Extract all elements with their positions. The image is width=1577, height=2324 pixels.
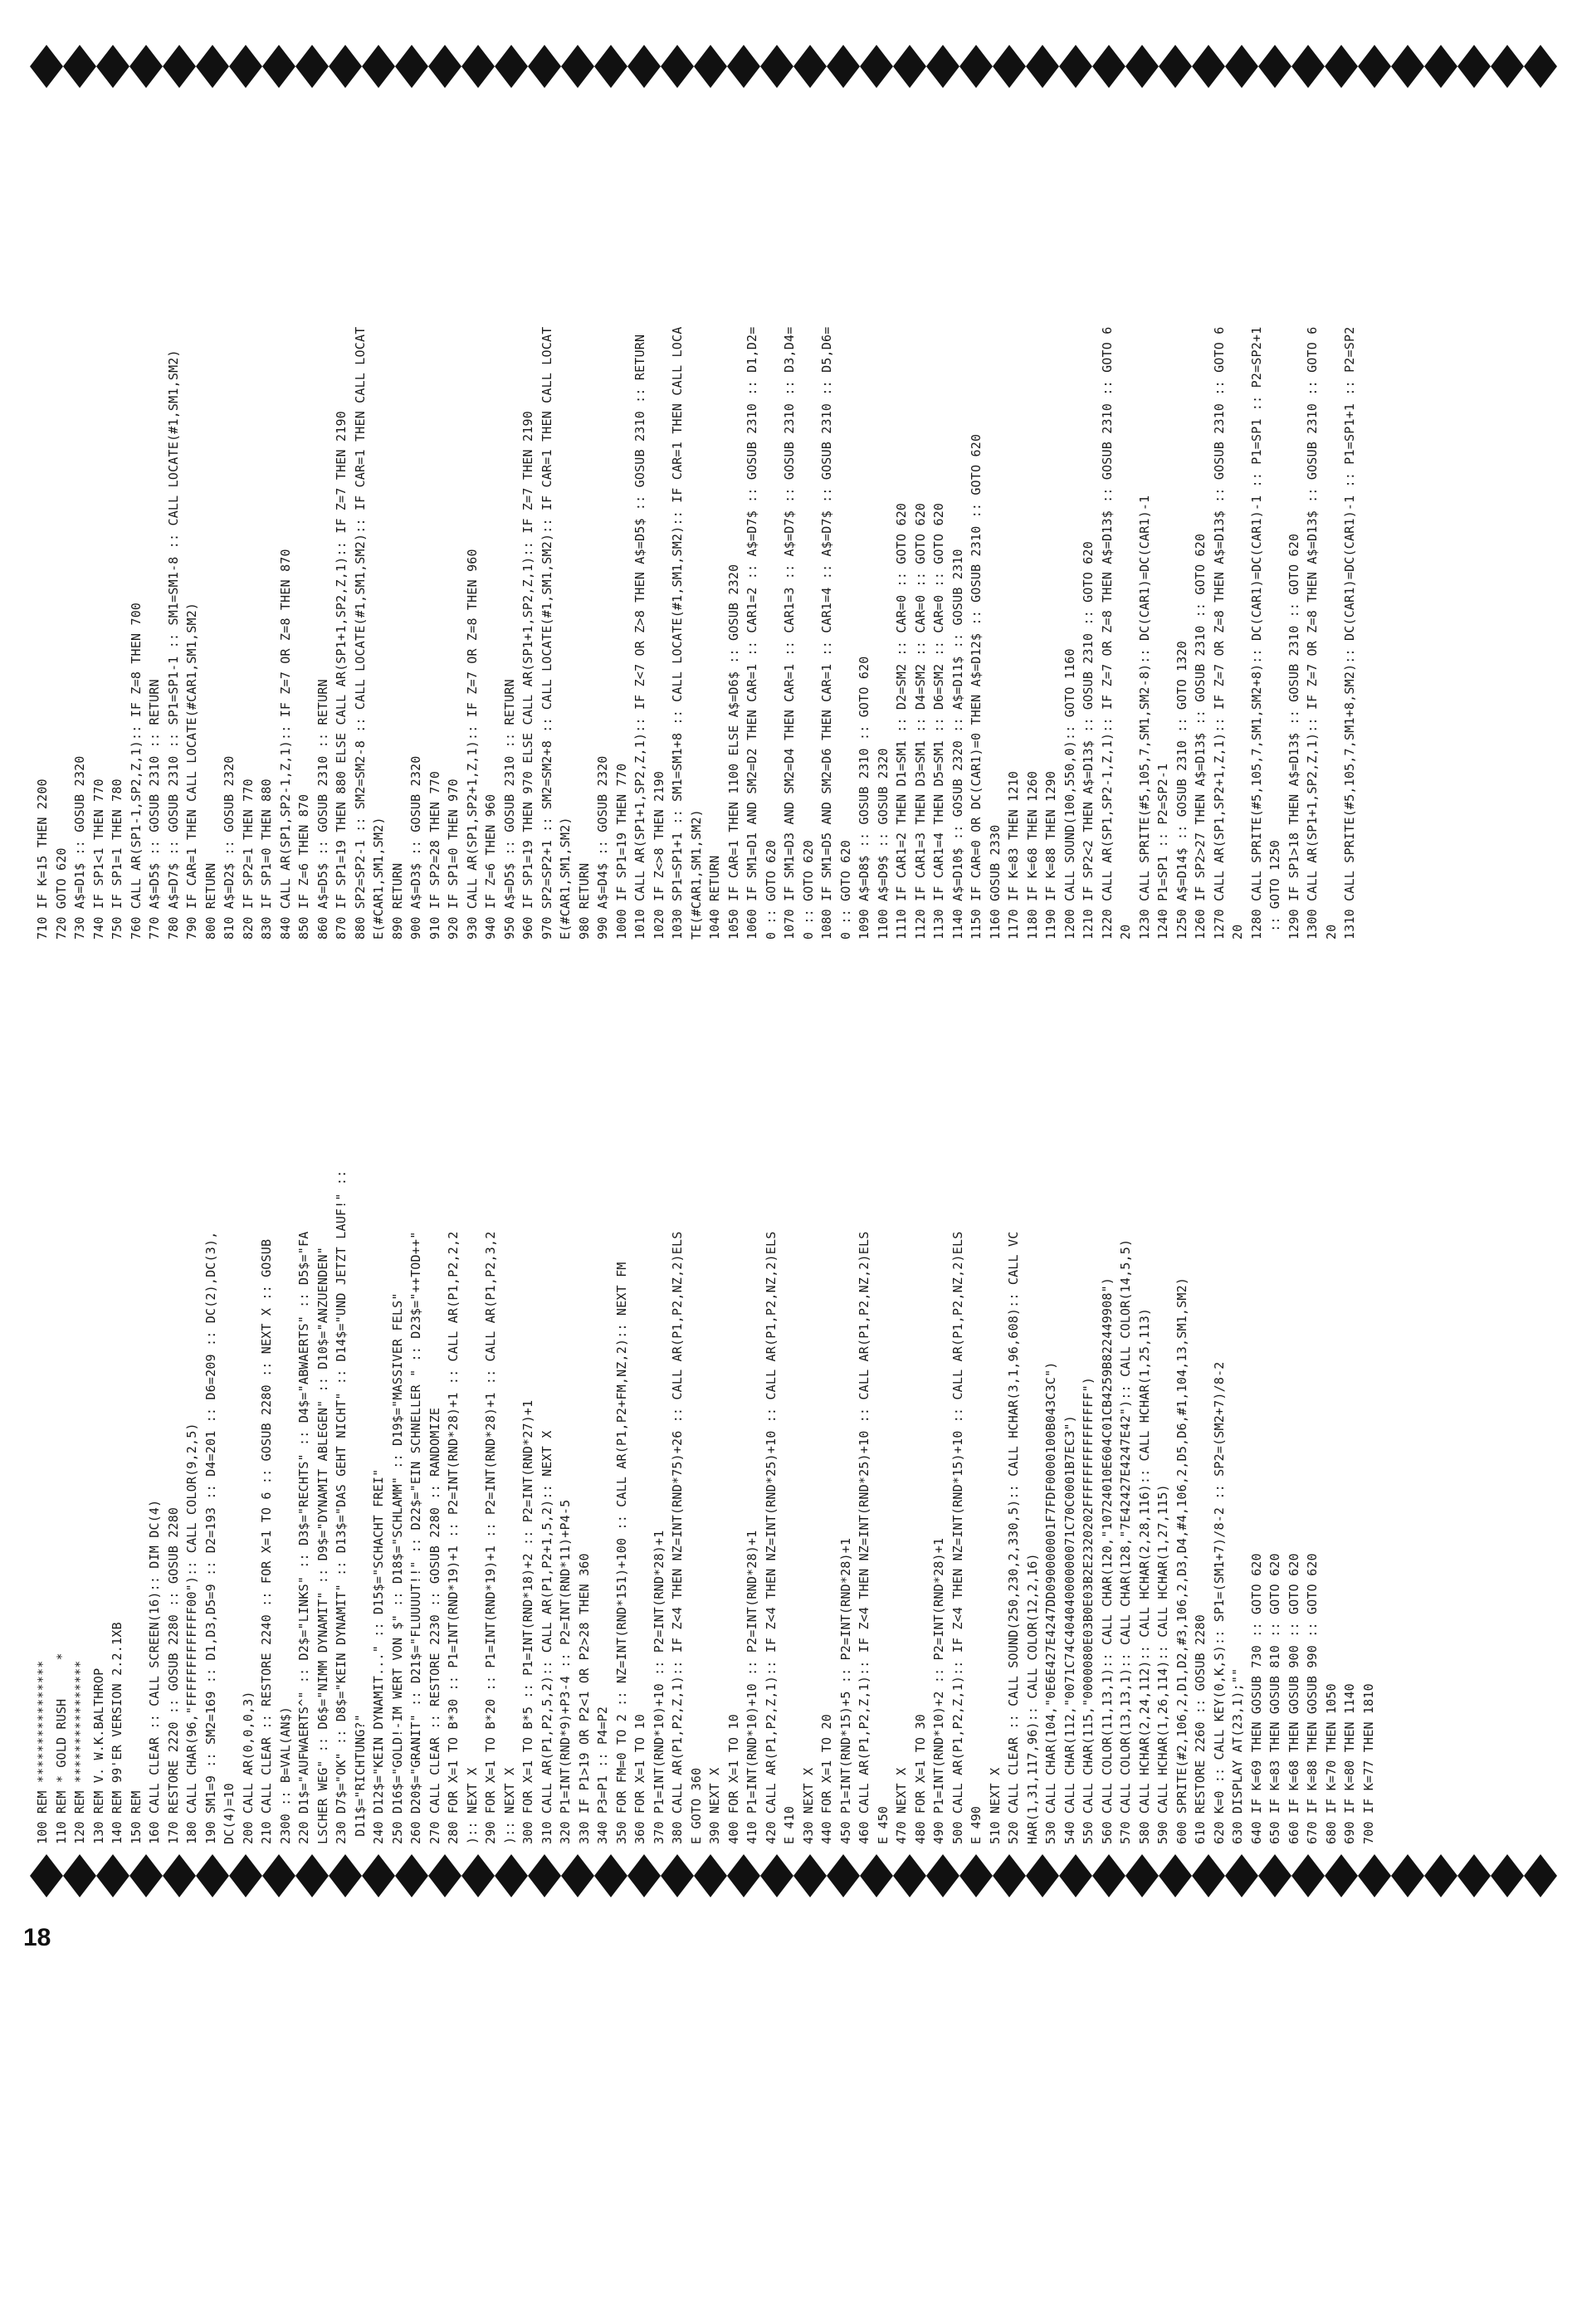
- diamond-shape: [561, 1854, 594, 1897]
- code-line: 1230 CALL SPRITE(#5,105,7,SM1,SM2-8):: DC(CAR1)=DC(CAR1)-1: [1136, 495, 1152, 940]
- listing-column-right: [33, 60, 1360, 940]
- code-line: 130 REM V. W.K.BALTHROP: [90, 1667, 106, 1844]
- code-line: 0 :: GOTO 620: [837, 840, 853, 940]
- code-line: 140 REM 99'ER VERSION 2.2.1XB: [110, 1622, 124, 1844]
- code-line: E 490: [969, 1805, 984, 1844]
- code-line: 150 REM: [128, 1790, 144, 1844]
- code-line: 760 CALL AR(SP1-1,SP2,Z,1):: IF Z=8 THEN 700: [128, 602, 144, 940]
- code-line: 900 A$=D3$ :: GOSUB 2320: [408, 755, 423, 940]
- code-line: 910 IF SP2=28 THEN 770: [427, 770, 442, 940]
- code-line: 1170 IF K=83 THEN 1210: [1006, 770, 1021, 940]
- code-line: 170 RESTORE 2220 :: GOSUB 2280 :: GOSUB 2280: [165, 1506, 181, 1844]
- code-line: 1270 CALL AR(SP1,SP2+1,Z,1):: IF Z=7 OR Z=8 THEN A$=D13$ :: GOSUB 2310 :: GOTO 6: [1211, 326, 1227, 940]
- diamond-shape: [1092, 1854, 1125, 1897]
- code-line: 120 REM ****************: [72, 1660, 87, 1844]
- bottom-diamond-border: [0, 1851, 1577, 1901]
- code-line: 610 RESTORE 2260 :: GOSUB 2280: [1193, 1614, 1208, 1844]
- code-line: 410 P1=INT(RND*10)+10 :: P2=INT(RND*28)+1: [745, 1530, 759, 1844]
- diamond-shape: [428, 1854, 461, 1897]
- code-line: 370 P1=INT(RND*10)+10 :: P2=INT(RND*28)+1: [651, 1530, 666, 1844]
- code-line: 550 CALL CHAR(115,"0000080E03B0E03B2E2320202FFFFFFFFFFFFFFF"): [1081, 1376, 1096, 1844]
- code-line: 670 IF K=88 THEN GOSUB 990 :: GOTO 620: [1305, 1553, 1320, 1844]
- diamond-shape: [1125, 1854, 1159, 1897]
- code-line: 180 CALL CHAR(96,"FFFFFFFFFFFFF00"):: CALL COLOR(9,2,5): [184, 1423, 199, 1844]
- code-line: 440 FOR X=1 TO 20: [819, 1714, 834, 1844]
- code-line: 310 CALL AR(P1,P2,5,2):: CALL AR(P1,P2+1,5,2):: NEXT X: [539, 1430, 554, 1844]
- code-line: 0 :: GOTO 620: [763, 840, 779, 940]
- code-line: 680 IF K=70 THEN 1050: [1323, 1683, 1339, 1844]
- code-line: 660 IF K=68 THEN GOSUB 900 :: GOTO 620: [1286, 1553, 1301, 1844]
- code-line: 770 A$=D5$ :: GOSUB 2310 :: RETURN: [147, 679, 162, 940]
- code-line: 710 IF K=15 THEN 2200: [35, 779, 50, 940]
- code-line: 1210 IF SP2<2 THEN A$=D13$ :: GOSUB 2310 :: GOTO 620: [1081, 541, 1096, 940]
- code-line: 430 NEXT X: [800, 1767, 816, 1844]
- diamond-shape: [461, 1854, 495, 1897]
- diamond-shape: [362, 1854, 395, 1897]
- code-line: 600 SPRITE(#2,106,2,D1,D2,#3,106,2,D3,D4,#4,106,2,D5,D6,#1,104,13,SM1,SM2): [1174, 1277, 1189, 1844]
- diamond-shape: [793, 1854, 827, 1897]
- diamond-shape: [1524, 1854, 1557, 1897]
- code-line: TE(#CAR1,SM1,SM2): [688, 809, 704, 940]
- code-line: 0 :: GOTO 620: [800, 840, 816, 940]
- code-line: 720 GOTO 620: [53, 847, 69, 940]
- diamond-shape: [229, 1854, 262, 1897]
- code-line: 1000 IF SP1=19 THEN 770: [613, 763, 629, 940]
- code-line: 630 DISPLAY AT(23,1);"": [1230, 1667, 1245, 1844]
- code-line: 930 CALL AR(SP1,SP2+1,Z,1):: IF Z=7 OR Z=8 THEN 960: [464, 549, 480, 940]
- code-line: 380 CALL AR(P1,P2,Z,1):: IF Z<4 THEN NZ=INT(RND*75)+26 :: CALL AR(P1,P2,NZ,2)ELS: [670, 1231, 685, 1844]
- code-line: 1020 IF Z<>8 THEN 2190: [651, 770, 666, 940]
- code-line: 1150 IF CAR=0 OR DC(CAR1)=0 THEN A$=D12$ :: GOSUB 2310 :: GOTO 620: [969, 433, 984, 940]
- diamond-shape: [1258, 1854, 1291, 1897]
- code-line: 400 FOR X=1 TO 10: [725, 1714, 741, 1844]
- diamond-shape: [1026, 1854, 1059, 1897]
- code-line: 950 A$=D5$ :: GOSUB 2310 :: RETURN: [501, 679, 517, 940]
- code-line: 520 CALL CLEAR :: CALL SOUND(250,230,2,330,5):: CALL HCHAR(3,1,96,608):: CALL VC: [1006, 1231, 1021, 1844]
- code-line: 1030 SP1=SP1+1 :: SM1=SM1+8 :: CALL LOCATE(#1,SM1,SM2):: IF CAR=1 THEN CALL LOCA: [670, 326, 685, 940]
- code-line: 1310 CALL SPRITE(#5,105,7,SM1+8,SM2):: DC(CAR1)=DC(CAR1)-1 :: P1=SP1+1 :: P2=SP2: [1342, 326, 1357, 940]
- diamond-shape: [860, 1854, 893, 1897]
- code-line: 1140 A$=D10$ :: GOSUB 2320 :: A$=D11$ :: GOSUB 2310: [950, 549, 965, 940]
- code-line: 780 A$=D7$ :: GOSUB 2310 :: SP1=SP1-1 :: SM1=SM1-8 :: CALL LOCATE(#1,SM1,SM2): [165, 349, 181, 940]
- code-line: 1040 RETURN: [707, 855, 722, 940]
- diamond-shape: [1358, 1854, 1391, 1897]
- diamond-shape: [760, 1854, 793, 1897]
- code-line: 490 P1=INT(RND*10)+2 :: P2=INT(RND*28)+1: [931, 1537, 946, 1844]
- diamond-row: [0, 1851, 1577, 1901]
- code-line: 1240 P1=SP1 :: P2=SP2-1: [1155, 763, 1170, 940]
- code-line: 1070 IF SM1=D3 AND SM2=D4 THEN CAR=1 :: CAR1=3 :: A$=D7$ :: GOSUB 2310 :: D3,D4=: [782, 326, 797, 940]
- code-line: 820 IF SP2=1 THEN 770: [240, 779, 256, 940]
- code-line: 1050 IF CAR=1 THEN 1100 ELSE A$=D6$ :: GOSUB 2320: [725, 564, 741, 940]
- code-line: 2300 :: B=VAL(AN$): [277, 1706, 293, 1844]
- code-line: 220 D1$="AUFWAERTS^" :: D2$="LINKS" :: D3$="RECHTS" :: D4$="ABWAERTS" :: D5$="FA: [296, 1231, 311, 1844]
- code-line: 790 IF CAR=1 THEN CALL LOCATE(#CAR1,SM1,SM2): [184, 602, 199, 940]
- code-line: 850 IF Z=6 THEN 870: [296, 793, 311, 940]
- code-line: 260 D20$="GRANIT" :: D21$="FLUUUUT!!" :: D22$="EIN SCHNELLER " :: D23$="++TOD++": [408, 1231, 423, 1844]
- diamond-shape: [1192, 1854, 1225, 1897]
- code-line: 1180 IF K=68 THEN 1260: [1024, 770, 1040, 940]
- code-line: 1260 IF SP2>27 THEN A$=D13$ :: GOSUB 2310 :: GOTO 620: [1193, 533, 1208, 940]
- code-line: 320 P1=INT(RND*9)+P3-4 :: P2=INT(RND*11)+P4-5: [558, 1499, 573, 1844]
- diamond-shape: [1424, 1854, 1457, 1897]
- code-line: 330 IF P1>19 OR P2<1 OR P2>28 THEN 360: [576, 1553, 592, 1844]
- diamond-shape: [96, 1854, 129, 1897]
- code-line: 360 FOR X=1 TO 10: [632, 1714, 647, 1844]
- code-line: 510 NEXT X: [987, 1767, 1003, 1844]
- code-line: 870 IF SP1=19 THEN 880 ELSE CALL AR(SP1+1,SP2,Z,1):: IF Z=7 THEN 2190: [334, 411, 349, 940]
- code-line: 830 IF SP1=0 THEN 880: [259, 779, 274, 940]
- code-line: 20: [1230, 924, 1245, 940]
- code-line: 450 P1=INT(RND*15)+5 :: P2=INT(RND*28)+1: [837, 1537, 853, 1844]
- code-line: E 450: [875, 1805, 891, 1844]
- code-line: E(#CAR1,SM1,SM2): [371, 817, 386, 940]
- code-line: ):: NEXT X: [464, 1767, 480, 1844]
- code-line: 650 IF K=83 THEN GOSUB 810 :: GOTO 620: [1267, 1553, 1282, 1844]
- code-line: 530 CALL CHAR(104,"0E6E427E4247DD090000001F7FDF0000100B043C3C"): [1043, 1361, 1058, 1844]
- code-line: 960 IF SP1=19 THEN 970 ELSE CALL AR(SP1+1,SP2,Z,1):: IF Z=7 THEN 2190: [520, 411, 535, 940]
- diamond-shape: [694, 1854, 727, 1897]
- code-line: 970 SP2=SP2+1 :: SM2=SM2+8 :: CALL LOCATE(#1,SM1,SM2):: IF CAR=1 THEN CALL LOCAT: [539, 326, 554, 940]
- code-line: :: GOTO 1250: [1267, 840, 1282, 940]
- code-line: 1130 IF CAR1=4 THEN D5=SM1 :: D6=SM2 :: CAR=0 :: GOTO 620: [931, 502, 946, 940]
- diamond-shape: [1059, 1854, 1092, 1897]
- code-line: 200 CALL AR(0,0,0,3): [240, 1691, 256, 1844]
- diamond-shape: [262, 1854, 295, 1897]
- code-line: 1190 IF K=88 THEN 1290: [1043, 770, 1058, 940]
- diamond-shape: [495, 1854, 528, 1897]
- diamond-shape: [63, 1854, 96, 1897]
- page-number: 18: [23, 1924, 51, 1951]
- code-line: 390 NEXT X: [707, 1767, 722, 1844]
- code-line: 1290 IF SP1>18 THEN A$=D13$ :: GOSUB 2310 :: GOTO 620: [1286, 533, 1301, 940]
- code-line: 620 K=0 :: CALL KEY(0,K,S):: SP1=(SM1+7)/8-2 :: SP2=(SM2+7)/8-2: [1211, 1361, 1227, 1844]
- diamond-shape: [129, 1854, 163, 1897]
- code-line: 990 A$=D4$ :: GOSUB 2320: [595, 755, 610, 940]
- code-line: 290 FOR X=1 TO B*20 :: P1=INT(RND*19)+1 :: P2=INT(RND*28)+1 :: CALL AR(P1,P2,3,2: [483, 1231, 498, 1844]
- code-line: 1060 IF SM1=D1 AND SM2=D2 THEN CAR=1 :: CAR1=2 :: A$=D7$ :: GOSUB 2310 :: D1,D2=: [745, 326, 759, 940]
- listing-rotated: [33, 51, 1486, 1844]
- code-line: 20: [1323, 924, 1339, 940]
- diamond-shape: [295, 1854, 329, 1897]
- code-line: 1100 A$=D9$ :: GOSUB 2320: [875, 748, 891, 940]
- diamond-shape: [827, 1854, 860, 1897]
- code-line: 570 CALL COLOR(13,13,1):: CALL CHAR(128,"7E42427E4247E42"):: CALL COLOR(14,5,5): [1118, 1238, 1133, 1844]
- code-line: 890 RETURN: [389, 862, 405, 940]
- code-line: 740 IF SP1<1 THEN 770: [90, 779, 106, 940]
- code-line: 1220 CALL AR(SP1,SP2-1,Z,1):: IF Z=7 OR Z=8 THEN A$=D13$ :: GOSUB 2310 :: GOTO 6: [1099, 326, 1115, 940]
- code-line: D11$="RICHTUNG?": [352, 1714, 368, 1844]
- code-line: 880 SP2=SP2-1 :: SM2=SM2-8 :: CALL LOCATE(#1,SM1,SM2):: IF CAR=1 THEN CALL LOCAT: [352, 326, 368, 940]
- code-line: 580 CALL HCHAR(2,24,112):: CALL HCHAR(2,28,116):: CALL HCHAR(1,25,113): [1136, 1307, 1152, 1844]
- diamond-shape: [329, 1854, 362, 1897]
- code-line: 1110 IF CAR1=2 THEN D1=SM1 :: D2=SM2 :: CAR=0 :: GOTO 620: [894, 502, 909, 940]
- listing-column-left: [33, 956, 1378, 1844]
- code-line: LSCHER WEG" :: D6$="NIMM DYNAMIT" :: D9$="DYNAMIT ABLEGEN" :: D10$="ANZUENDEN": [315, 1247, 330, 1844]
- code-line: 250 D16$="GOLD!-IM WERT VON $" :: D18$="SCHLAMM" :: D19$="MASSIVER FELS": [389, 1292, 405, 1844]
- code-line: 1160 GOSUB 2330: [987, 824, 1003, 940]
- code-line: 240 D12$="KEIN DYNAMIT..." :: D15$="SCHACHT FREI": [371, 1468, 386, 1844]
- code-line: 470 NEXT X: [894, 1767, 909, 1844]
- diamond-shape: [1225, 1854, 1258, 1897]
- code-line: 840 CALL AR(SP1,SP2-1,Z,1):: IF Z=7 OR Z=8 THEN 870: [277, 549, 293, 940]
- diamond-shape: [727, 1854, 760, 1897]
- code-line: 750 IF SP1=1 THEN 780: [110, 779, 124, 940]
- code-line: DC(4)=10: [222, 1783, 237, 1844]
- code-line: 20: [1118, 924, 1133, 940]
- code-line: 460 CALL AR(P1,P2,Z,1):: IF Z<4 THEN NZ=INT(RND*25)+10 :: CALL AR(P1,P2,NZ,2)ELS: [857, 1231, 872, 1844]
- diamond-shape: [163, 1854, 196, 1897]
- code-line: 420 CALL AR(P1,P2,Z,1):: IF Z<4 THEN NZ=INT(RND*25)+10 :: CALL AR(P1,P2,NZ,2)ELS: [763, 1231, 779, 1844]
- code-line: 160 CALL CLEAR :: CALL SCREEN(16):: DIM DC(4): [147, 1499, 162, 1844]
- diamond-shape: [993, 1854, 1026, 1897]
- diamond-shape: [1325, 1854, 1358, 1897]
- diamond-shape: [594, 1854, 627, 1897]
- diamond-shape: [1524, 45, 1557, 88]
- code-line: E(#CAR1,SM1,SM2): [558, 817, 573, 940]
- diamond-shape: [661, 1854, 694, 1897]
- diamond-shape: [1391, 1854, 1424, 1897]
- diamond-shape: [196, 1854, 229, 1897]
- code-line: 940 IF Z=6 THEN 960: [483, 793, 498, 940]
- code-line: 1010 CALL AR(SP1+1,SP2,Z,1):: IF Z<7 OR Z>8 THEN A$=D5$ :: GOSUB 2310 :: RETURN: [632, 334, 647, 940]
- code-line: 230 D7$="OK" :: D8$="KEIN DYNAMIT" :: D13$="DAS GEHT NICHT" :: D14$="UND JETZT LAUF!" ::: [334, 1169, 349, 1844]
- code-line: 480 FOR X=1 TO 30: [912, 1714, 928, 1844]
- diamond-shape: [395, 1854, 428, 1897]
- code-line: 980 RETURN: [576, 862, 592, 940]
- code-line: 190 SM1=9 :: SM2=169 :: D1,D3,D5=9 :: D2=193 :: D4=201 :: D6=209 :: DC(2),DC(3),: [203, 1231, 218, 1844]
- code-line: 270 CALL CLEAR :: RESTORE 2230 :: GOSUB 2280 :: RANDOMIZE: [427, 1407, 442, 1844]
- code-line: 100 REM ****************: [35, 1660, 50, 1844]
- code-line: 210 CALL CLEAR :: RESTORE 2240 :: FOR X=1 TO 6 :: GOSUB 2280 :: NEXT X :: GOSUB: [259, 1238, 274, 1844]
- code-line: 1250 A$=D14$ :: GOSUB 2310 :: GOTO 1320: [1174, 641, 1189, 940]
- code-line: 700 IF K=77 THEN 1810: [1360, 1683, 1376, 1844]
- code-line: 1300 CALL AR(SP1+1,SP2,Z,1):: IF Z=7 OR Z=8 THEN A$=D13$ :: GOSUB 2310 :: GOTO 6: [1305, 326, 1320, 940]
- code-line: 920 IF SP1=0 THEN 970: [446, 779, 461, 940]
- diamond-shape: [1457, 1854, 1491, 1897]
- diamond-shape: [1159, 1854, 1192, 1897]
- code-line: 540 CALL CHAR(112,"0071C74C40404000000071C70C0001B7EC3"): [1062, 1415, 1077, 1844]
- code-line: E GOTO 360: [688, 1767, 704, 1844]
- diamond-shape: [1491, 1854, 1524, 1897]
- diamond-shape: [926, 1854, 959, 1897]
- diamond-shape: [528, 1854, 561, 1897]
- code-line: 690 IF K=80 THEN 1140: [1342, 1683, 1357, 1844]
- code-line: 300 FOR X=1 TO B*5 :: P1=INT(RND*18)+2 :: P2=INT(RND*27)+1: [520, 1399, 535, 1844]
- diamond-shape: [627, 1854, 661, 1897]
- code-line: 340 P3=P1 :: P4=P2: [595, 1706, 610, 1844]
- code-line: 110 REM * GOLD RUSH *: [53, 1653, 69, 1844]
- code-line: 860 A$=D5$ :: GOSUB 2310 :: RETURN: [315, 679, 330, 940]
- code-line: 1090 A$=D8$ :: GOSUB 2310 :: GOTO 620: [857, 656, 872, 940]
- code-line: 1280 CALL SPRITE(#5,105,7,SM1,SM2+8):: DC(CAR1)=DC(CAR1)-1 :: P1=SP1 :: P2=SP2+1: [1248, 326, 1264, 940]
- diamond-shape: [30, 1854, 63, 1897]
- code-line: 560 CALL COLOR(11,13,1):: CALL CHAR(120,"10724010E604C01CB4259B822449908"): [1099, 1277, 1115, 1844]
- code-line: 590 CALL HCHAR(1,26,114):: CALL HCHAR(1,27,115): [1155, 1484, 1170, 1844]
- code-line: 810 A$=D2$ :: GOSUB 2320: [222, 755, 237, 940]
- code-line: HAR(1,31,117,96):: CALL COLOR(12,2,16): [1024, 1553, 1040, 1844]
- code-line: ):: NEXT X: [501, 1767, 517, 1844]
- diamond-shape: [959, 1854, 993, 1897]
- code-line: 800 RETURN: [203, 862, 218, 940]
- code-line: 350 FOR FM=0 TO 2 :: NZ=INT(RND*151)+100 :: CALL AR(P1,P2+FM,NZ,2):: NEXT FM: [613, 1262, 629, 1844]
- code-line: 1200 CALL SOUND(100,550,0):: GOTO 1160: [1062, 648, 1077, 940]
- diamond-shape: [893, 1854, 926, 1897]
- diamond-shape: [1291, 1854, 1325, 1897]
- code-line: 640 IF K=69 THEN GOSUB 730 :: GOTO 620: [1248, 1553, 1264, 1844]
- code-line: 500 CALL AR(P1,P2,Z,1):: IF Z<4 THEN NZ=INT(RND*15)+10 :: CALL AR(P1,P2,NZ,2)ELS: [950, 1231, 965, 1844]
- diamond-shape: [1491, 45, 1524, 88]
- code-line: E 410: [782, 1805, 797, 1844]
- code-line: 1120 IF CAR1=3 THEN D3=SM1 :: D4=SM2 :: CAR=0 :: GOTO 620: [912, 502, 928, 940]
- code-line: 1080 IF SM1=D5 AND SM2=D6 THEN CAR=1 :: CAR1=4 :: A$=D7$ :: GOSUB 2310 :: D5,D6=: [819, 326, 834, 940]
- code-line: 730 A$=D1$ :: GOSUB 2320: [72, 755, 87, 940]
- code-line: 280 FOR X=1 TO B*30 :: P1=INT(RND*19)+1 :: P2=INT(RND*28)+1 :: CALL AR(P1,P2,2,2: [446, 1231, 461, 1844]
